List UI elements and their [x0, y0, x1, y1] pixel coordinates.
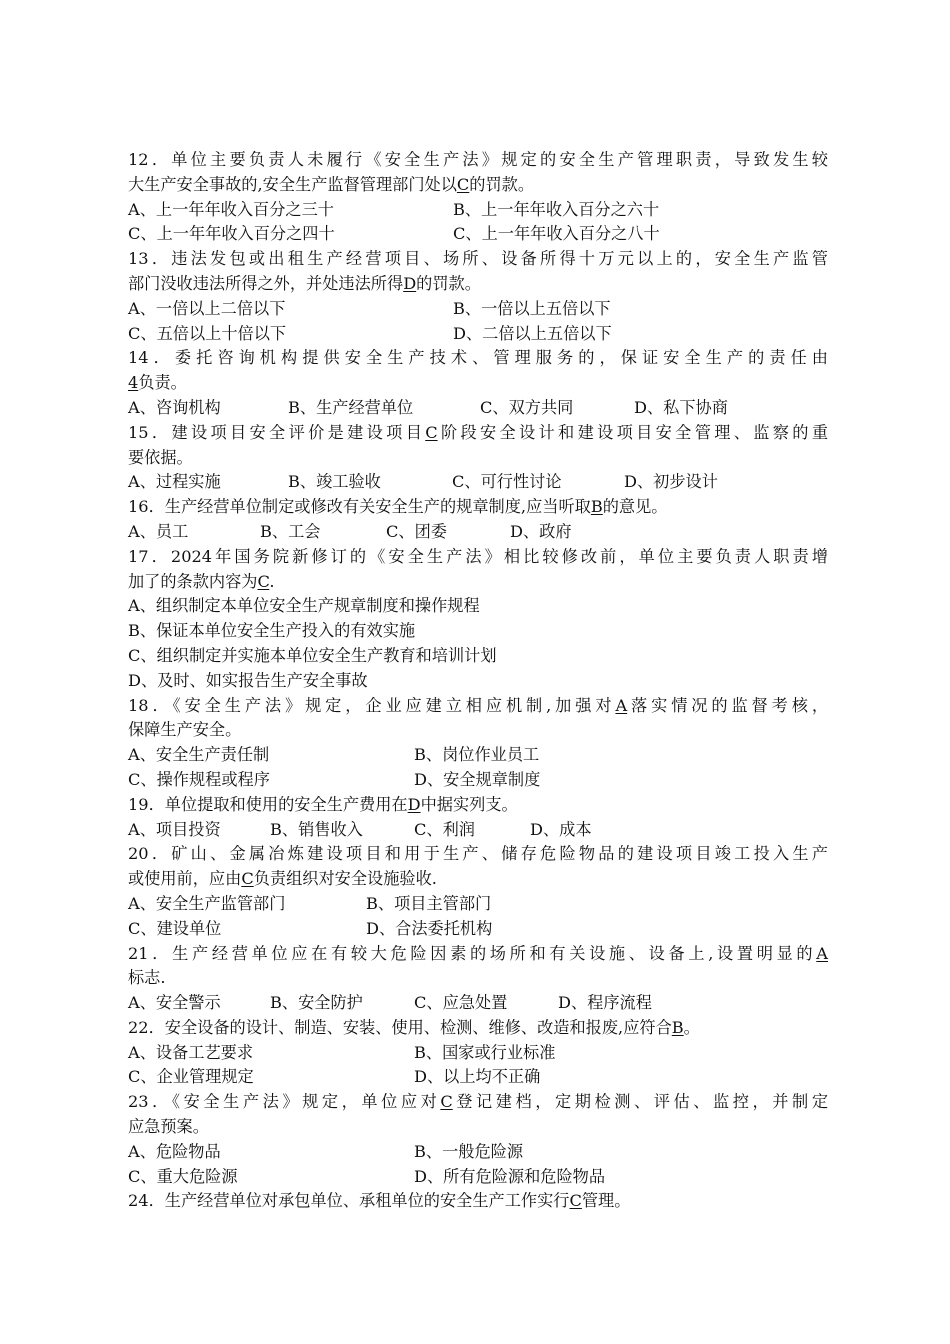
question-stem-line [128, 247, 828, 272]
options-row [128, 297, 828, 322]
question-stem-continuation [128, 371, 828, 396]
options-row [128, 917, 828, 942]
question-text: 违法发包或出租生产经营项目、场所、设备所得十万元以上的，安全生产监管 [171, 249, 828, 269]
question-text: 加了的条款内容为 [128, 571, 258, 591]
answer-letter: C [241, 869, 254, 889]
answer-option: A、危险物品 [128, 1141, 221, 1161]
answer-letter: D [407, 794, 421, 814]
question-text: 。 [683, 1017, 700, 1037]
question-text: 矿山、金属冶炼建设项目和用于生产、储存危险物品的建设项目竣工投入生产 [171, 844, 828, 864]
answer-option: C、可行性讨论 [452, 472, 562, 492]
answer-option: C、应急处置 [414, 993, 508, 1013]
question-block [128, 1090, 828, 1189]
options-row [128, 644, 828, 669]
question-block [128, 1189, 828, 1214]
answer-option: B、生产经营单位 [288, 397, 414, 417]
question-text: 或使用前，应由 [128, 869, 242, 889]
answer-option: A、安全警示 [128, 993, 221, 1013]
options-row [128, 892, 828, 917]
answer-option: A、设备工艺要求 [128, 1042, 254, 1062]
options-row [128, 222, 828, 247]
question-text: 管理。 [581, 1191, 631, 1211]
question-stem-line [128, 495, 828, 520]
answer-letter: C [257, 571, 270, 591]
options-row [128, 322, 828, 347]
question-stem-line [128, 545, 828, 570]
question-block [128, 421, 828, 495]
question-block [128, 694, 828, 793]
question-stem-line [128, 694, 828, 719]
question-number: 13． [128, 249, 172, 269]
answer-option: D、成本 [530, 819, 592, 839]
question-stem-continuation [128, 272, 828, 297]
question-text: 单位提取和使用的安全生产费用在 [164, 794, 408, 814]
options-row [128, 1041, 828, 1066]
answer-option: C、团委 [386, 521, 447, 541]
question-text: 中据实列支。 [420, 794, 518, 814]
answer-option: B、上一年年收入百分之六十 [453, 199, 660, 219]
question-stem-line [128, 842, 828, 867]
question-number: 16． [128, 497, 165, 517]
question-block [128, 942, 828, 1016]
answer-option: D、安全规章制度 [414, 769, 541, 789]
options-row [128, 818, 828, 843]
question-stem-continuation [128, 867, 828, 892]
answer-option: C、企业管理规定 [128, 1067, 254, 1087]
answer-option: D、程序流程 [558, 993, 652, 1013]
question-number: 15． [128, 422, 172, 442]
question-block [128, 346, 828, 420]
answer-option: A、过程实施 [128, 472, 221, 492]
question-stem-line [128, 148, 828, 173]
answer-option: A、上一年年收入百分之三十 [128, 199, 334, 219]
answer-letter: C [440, 1092, 453, 1112]
answer-option: D、及时、如实报告生产安全事故 [128, 670, 368, 690]
answer-option: D、以上均不正确 [414, 1067, 541, 1087]
question-stem-line [128, 1090, 828, 1115]
options-row [128, 1140, 828, 1165]
question-text: 负责。 [138, 373, 187, 393]
answer-option: B、竣工验收 [288, 472, 381, 492]
question-number: 21． [128, 943, 173, 963]
options-row [128, 520, 828, 545]
answer-option: C、上一年年收入百分之八十 [453, 224, 660, 244]
answer-letter: B [671, 1017, 684, 1037]
question-number: 22． [128, 1017, 165, 1037]
question-stem-line [128, 1189, 828, 1214]
answer-option: A、安全生产监管部门 [128, 893, 286, 913]
question-block [128, 148, 828, 247]
answer-option: C、双方共同 [480, 397, 574, 417]
answer-option: B、项目主管部门 [366, 893, 492, 913]
question-stem-continuation [128, 570, 828, 595]
options-row [128, 1165, 828, 1190]
question-stem-line [128, 942, 828, 967]
question-text: 部门没收违法所得之外，并处违法所得 [128, 273, 404, 293]
answer-option: B、一般危险源 [414, 1141, 524, 1161]
answer-option: D、二倍以上五倍以下 [453, 323, 612, 343]
question-text: 委托咨询机构提供安全生产技术、管理服务的，保证安全生产的责任由 [174, 348, 828, 368]
question-text: 的罚款。 [469, 174, 535, 194]
question-text: 标志. [128, 968, 166, 988]
answer-option: A、员工 [128, 521, 189, 541]
question-number: 18． [128, 695, 173, 715]
question-block [128, 247, 828, 346]
answer-option: C、操作规程或程序 [128, 769, 270, 789]
options-row [128, 991, 828, 1016]
question-number: 24． [128, 1191, 165, 1211]
question-text: 的罚款。 [416, 273, 481, 293]
answer-option: D、私下协商 [634, 397, 728, 417]
options-row [128, 768, 828, 793]
question-text: 安全设备的设计、制造、安装、使用、检测、维修、改造和报废,应符合 [164, 1017, 672, 1037]
answer-option: B、工会 [260, 521, 321, 541]
answer-letter: 4 [128, 373, 139, 393]
answer-option: D、所有危险源和危险物品 [414, 1166, 606, 1186]
question-text: 阶段安全设计和建设项目安全管理、监察的重 [437, 422, 829, 442]
question-stem-continuation [128, 966, 828, 991]
answer-option: C、建设单位 [128, 918, 222, 938]
answer-option: B、一倍以上五倍以下 [453, 298, 611, 318]
question-number: 23． [128, 1092, 172, 1112]
answer-option: A、项目投资 [128, 819, 221, 839]
answer-option: D、合法委托机构 [366, 918, 493, 938]
document-page [128, 148, 828, 1214]
question-text: 生产经营单位制定或修改有关安全生产的规章制度,应当听取 [164, 497, 591, 517]
question-text: 应急预案。 [128, 1117, 209, 1137]
question-stem-continuation [128, 718, 828, 743]
question-text: 保障生产安全。 [128, 720, 242, 740]
question-text: 生产经营单位应在有较大危险因素的场所和有关设施、设备上,设置明显的 [172, 943, 817, 963]
question-text: 生产经营单位对承包单位、承租单位的安全生产工作实行 [164, 1191, 570, 1211]
options-row [128, 396, 828, 421]
question-text: 《安全生产法》规定，企业应建立相应机制,加强对 [172, 695, 616, 715]
answer-option: C、利润 [414, 819, 475, 839]
answer-option: B、安全防护 [270, 993, 363, 1013]
answer-option: C、上一年年收入百分之四十 [128, 224, 335, 244]
answer-letter: D [403, 273, 417, 293]
options-row [128, 743, 828, 768]
answer-option: C、组织制定并实施本单位安全生产教育和培训计划 [128, 645, 497, 665]
question-text: 落实情况的监督考核， [627, 695, 829, 715]
answer-letter: C [425, 422, 438, 442]
answer-option: C、重大危险源 [128, 1166, 238, 1186]
question-text: 单位主要负责人未履行《安全生产法》规定的安全生产管理职责，导致发生较 [171, 150, 828, 169]
answer-option: A、组织制定本单位安全生产规章制度和操作规程 [128, 596, 480, 616]
options-row [128, 619, 828, 644]
question-text: 建设项目安全评价是建设项目 [171, 422, 426, 442]
answer-option: B、国家或行业标准 [414, 1042, 556, 1062]
question-block [128, 793, 828, 843]
question-number: 20． [128, 844, 172, 864]
answer-option: B、岗位作业员工 [414, 745, 540, 765]
question-block [128, 842, 828, 941]
question-stem-continuation [128, 446, 828, 471]
answer-option: D、初步设计 [624, 472, 718, 492]
question-text: 《安全生产法》规定，单位应对 [171, 1092, 441, 1112]
question-stem-line [128, 793, 828, 818]
question-text: 要依据。 [128, 447, 193, 467]
options-row [128, 470, 828, 495]
options-row [128, 669, 828, 694]
question-number: 12． [128, 150, 172, 169]
question-block [128, 545, 828, 694]
answer-letter: B [590, 497, 603, 517]
answer-letter: A [816, 943, 828, 963]
question-text: 大生产安全事故的,安全生产监督管理部门处以 [128, 174, 457, 194]
question-stem-line [128, 421, 828, 446]
answer-option: B、销售收入 [270, 819, 363, 839]
answer-letter: C [569, 1191, 582, 1211]
question-text: . [269, 571, 275, 591]
question-block [128, 1016, 828, 1090]
question-text: 的意见。 [602, 497, 668, 517]
question-number: 14． [128, 348, 175, 368]
question-stem-line [128, 346, 828, 371]
question-block [128, 495, 828, 545]
answer-option: B、保证本单位安全生产投入的有效实施 [128, 621, 416, 641]
question-number: 17． [128, 546, 171, 566]
answer-option: C、五倍以上十倍以下 [128, 323, 287, 343]
question-text: 2024年国务院新修订的《安全生产法》相比较修改前，单位主要负责人职责增 [170, 546, 828, 566]
options-row [128, 1065, 828, 1090]
answer-letter: C [456, 174, 470, 194]
question-text: 登记建档，定期检测、评估、监控，并制定 [452, 1092, 828, 1112]
question-text: 负责组织对安全设施验收. [253, 869, 437, 889]
question-number: 19． [128, 794, 165, 814]
answer-option: A、一倍以上二倍以下 [128, 298, 286, 318]
question-stem-continuation [128, 1115, 828, 1140]
question-stem-continuation [128, 173, 828, 198]
question-stem-line [128, 1016, 828, 1041]
answer-letter: A [615, 695, 628, 715]
options-row [128, 594, 828, 619]
options-row [128, 198, 828, 223]
answer-option: A、咨询机构 [128, 397, 221, 417]
answer-option: A、安全生产责任制 [128, 745, 270, 765]
answer-option: D、政府 [510, 521, 572, 541]
